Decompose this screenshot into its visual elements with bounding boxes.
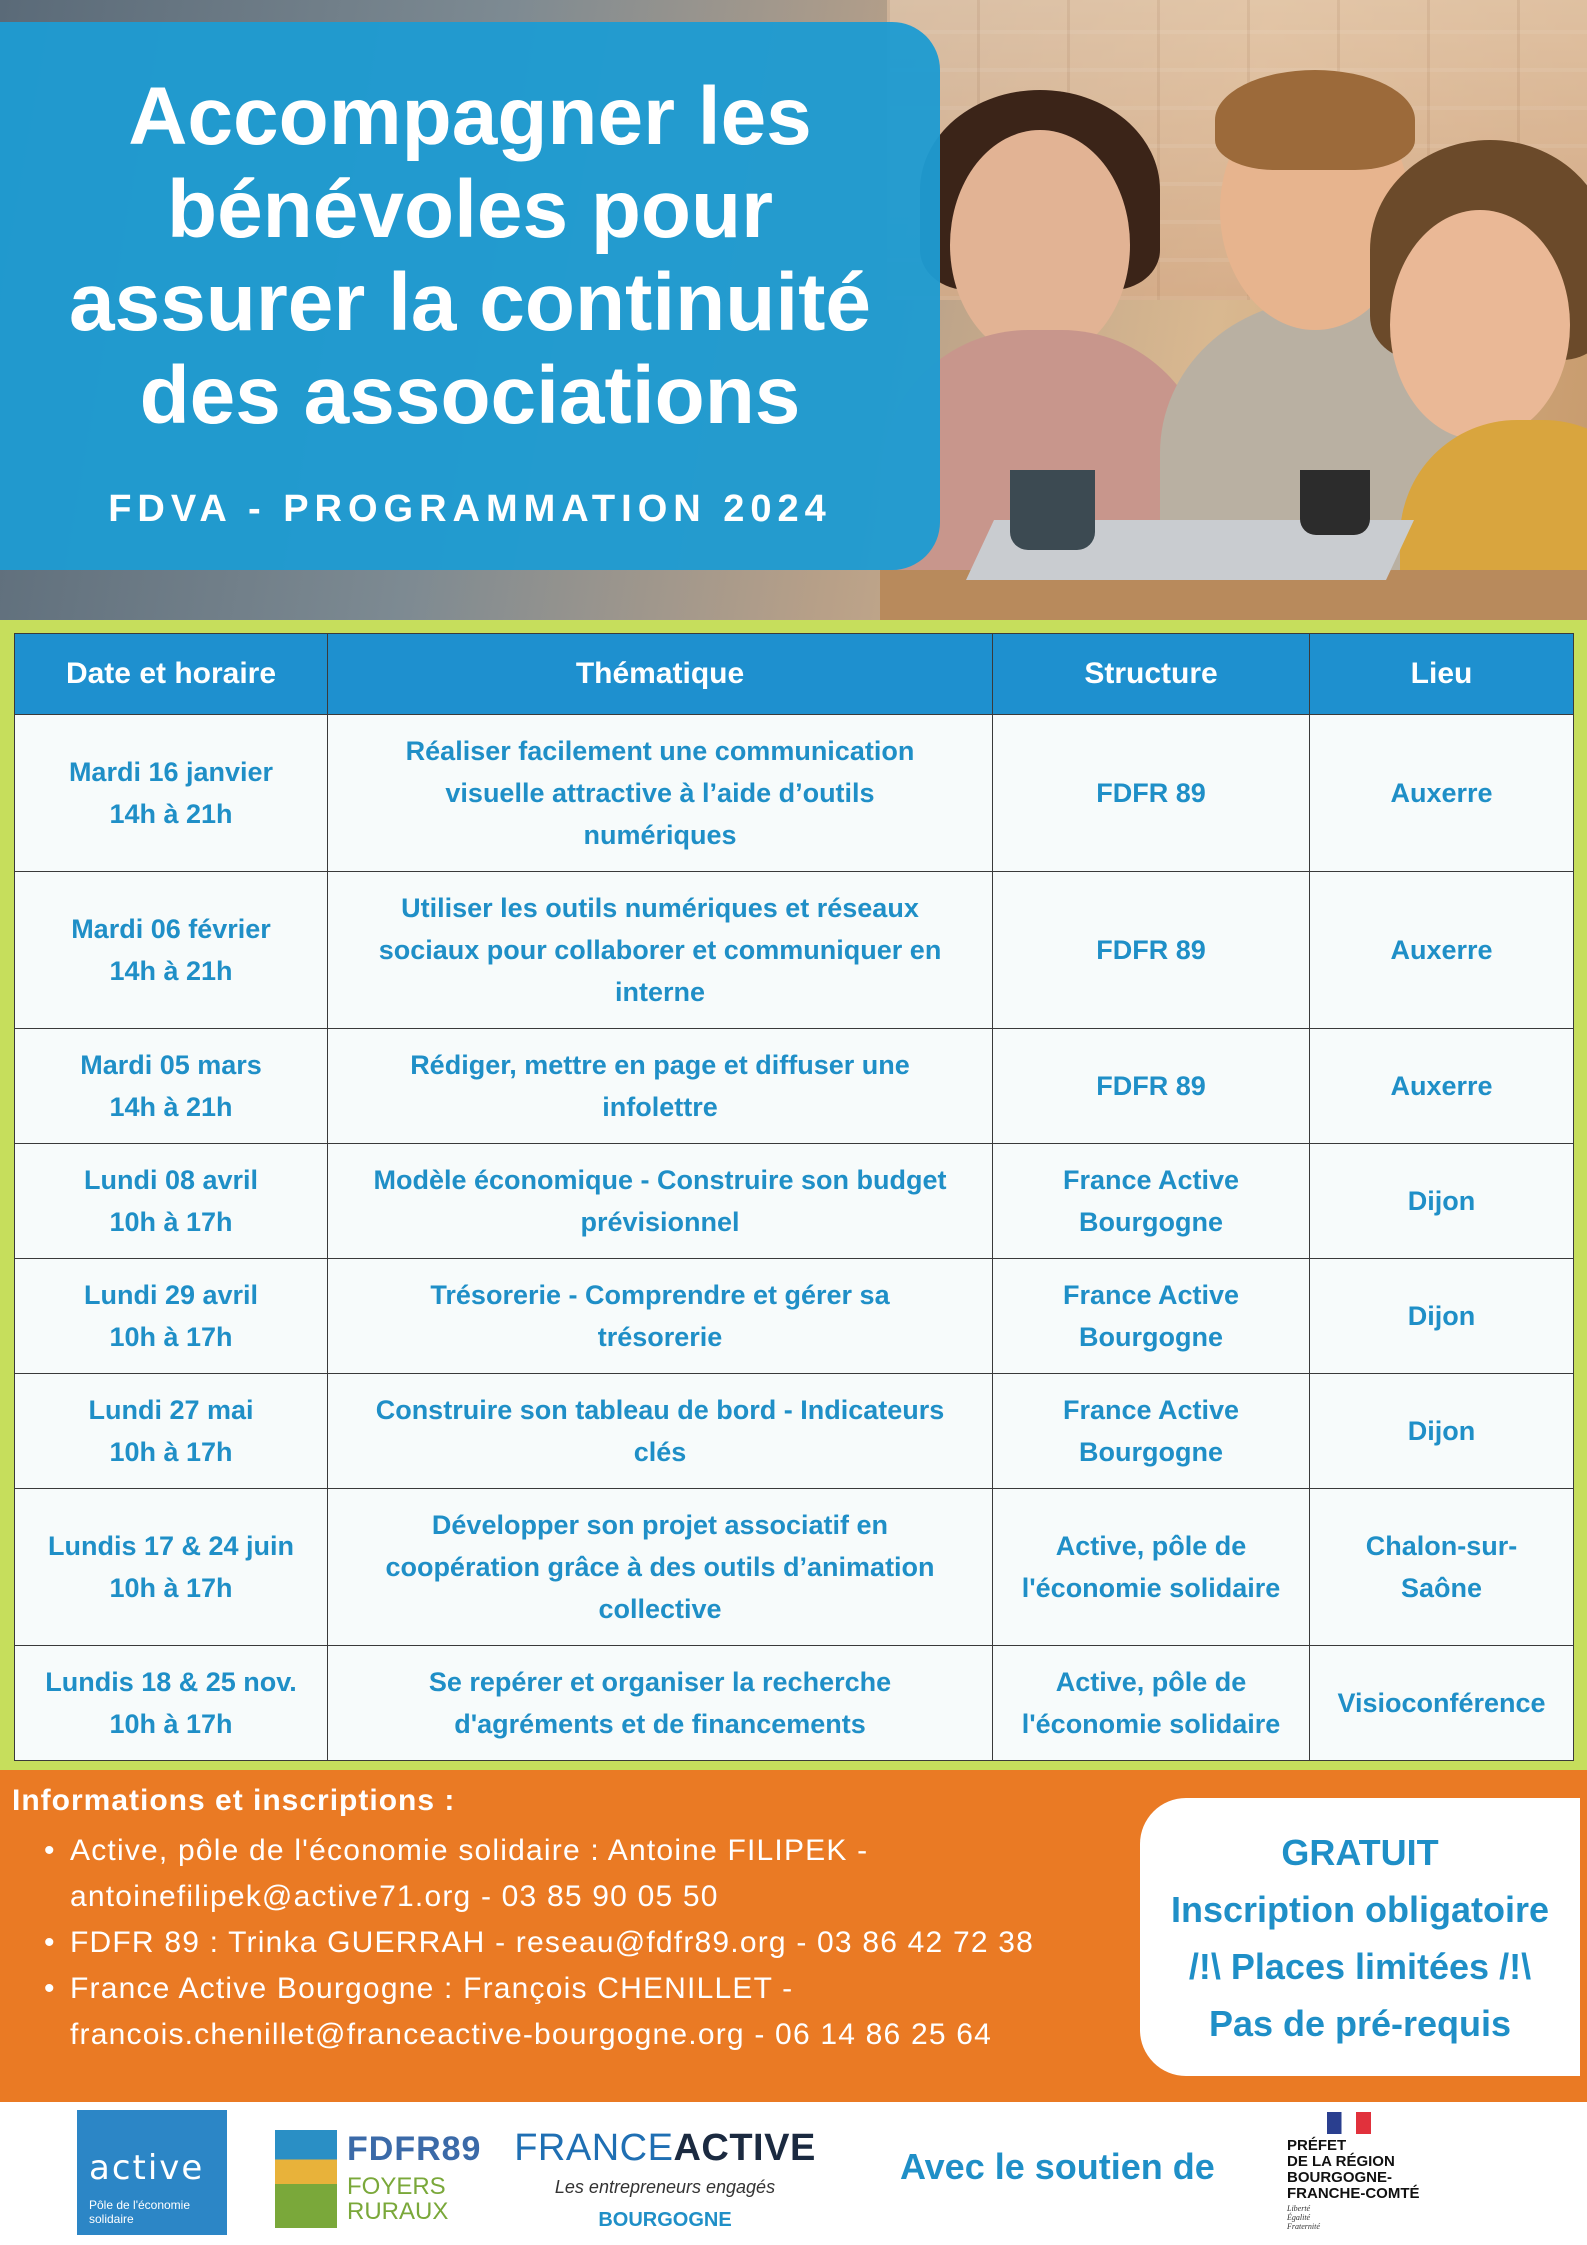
date-cell: Mardi 06 février 14h à 21h: [15, 872, 328, 1029]
theme-cell: Développer son projet associatif en coopération grâce à des outils d’animation collective: [328, 1489, 993, 1646]
column-header-theme: Thématique: [328, 634, 993, 715]
date-cell: Lundi 08 avril 10h à 17h: [15, 1144, 328, 1259]
table-row: [15, 1259, 1574, 1374]
theme-cell: Réaliser facilement une communication visuelle attractive à l’aide d’outils numériques: [328, 715, 993, 872]
place-cell: Dijon: [1310, 1374, 1574, 1489]
fdfr-logo: FDFR89 FOYERS RURAUX: [275, 2130, 465, 2230]
theme-cell: Se repérer et organiser la recherche d'agréments et de financements: [328, 1646, 993, 1761]
person-face: [1390, 210, 1570, 440]
active-logo: active Pôle de l'économie solidaire: [77, 2110, 227, 2235]
date-cell: Lundis 17 & 24 juin 10h à 17h: [15, 1489, 328, 1646]
date-cell: Lundi 27 mai 10h à 17h: [15, 1374, 328, 1489]
info-title: Informations et inscriptions :: [12, 1784, 456, 1817]
fdfr-house-icon: [275, 2130, 337, 2228]
table-row: [15, 1144, 1574, 1259]
structure-cell: Active, pôle de l'économie solidaire: [993, 1489, 1310, 1646]
marianne-flag-icon: [1327, 2112, 1371, 2134]
structure-cell: FDFR 89: [993, 715, 1310, 872]
mug-icon: [1010, 470, 1095, 550]
table-row: [15, 1029, 1574, 1144]
date-cell: Lundi 29 avril 10h à 17h: [15, 1259, 328, 1374]
prefet-logo: PRÉFET DE LA RÉGION BOURGOGNE- FRANCHE-COMTÉ Liberté Égalité Fraternité: [1287, 2112, 1487, 2237]
table-row: [15, 1374, 1574, 1489]
place-cell: Dijon: [1310, 1144, 1574, 1259]
table-header-row: [15, 634, 1574, 715]
theme-cell: Trésorerie - Comprendre et gérer sa trésorerie: [328, 1259, 993, 1374]
theme-cell: Construire son tableau de bord - Indicateurs clés: [328, 1374, 993, 1489]
person-face: [950, 130, 1130, 360]
list-item: • Active, pôle de l'économie solidaire : Antoine FILIPEK - antoinefilipek@active71.org - 03 85 90 05 50: [40, 1828, 1140, 1920]
list-item: • France Active Bourgogne : François CHENILLET - francois.chenillet@franceactive-bourgogne.org - 06 14 86 25 64: [40, 1966, 1140, 2058]
table-row: [15, 715, 1574, 872]
structure-cell: France Active Bourgogne: [993, 1259, 1310, 1374]
structure-cell: France Active Bourgogne: [993, 1144, 1310, 1259]
contact-list: [40, 1828, 1140, 2058]
theme-cell: Utiliser les outils numériques et réseaux sociaux pour collaborer et communiquer en interne: [328, 872, 993, 1029]
column-header-place: Lieu: [1310, 634, 1574, 715]
column-header-date: Date et horaire: [15, 634, 328, 715]
structure-cell: France Active Bourgogne: [993, 1374, 1310, 1489]
mug-icon: [1300, 470, 1370, 535]
place-cell: Dijon: [1310, 1259, 1574, 1374]
page-title: Accompagner les bénévoles pour assurer la continuité des associations: [68, 71, 872, 441]
date-cell: Lundis 18 & 25 nov. 10h à 17h: [15, 1646, 328, 1761]
date-cell: Mardi 16 janvier 14h à 21h: [15, 715, 328, 872]
page-subtitle: FDVA - PROGRAMMATION 2024: [108, 488, 832, 530]
column-header-structure: Structure: [993, 634, 1310, 715]
structure-cell: FDFR 89: [993, 872, 1310, 1029]
place-cell: Visioconférence: [1310, 1646, 1574, 1761]
place-cell: Auxerre: [1310, 872, 1574, 1029]
support-label: Avec le soutien de: [900, 2146, 1215, 2187]
structure-cell: FDFR 89: [993, 1029, 1310, 1144]
theme-cell: Rédiger, mettre en page et diffuser une infolettre: [328, 1029, 993, 1144]
table-row: [15, 1489, 1574, 1646]
table-row: [15, 872, 1574, 1029]
place-cell: Auxerre: [1310, 1029, 1574, 1144]
free-registration-badge: GRATUIT Inscription obligatoire /!\ Places limitées /!\ Pas de pré-requis: [1140, 1798, 1580, 2076]
date-cell: Mardi 05 mars 14h à 21h: [15, 1029, 328, 1144]
schedule-table: [14, 633, 1574, 1761]
structure-cell: Active, pôle de l'économie solidaire: [993, 1646, 1310, 1761]
place-cell: Auxerre: [1310, 715, 1574, 872]
theme-cell: Modèle économique - Construire son budget prévisionnel: [328, 1144, 993, 1259]
france-active-logo: FRANCEACTIVE Les entrepreneurs engagés BOURGOGNE: [514, 2127, 816, 2231]
table-row: [15, 1646, 1574, 1761]
person-hair: [1215, 70, 1415, 170]
list-item: • FDFR 89 : Trinka GUERRAH - reseau@fdfr89.org - 03 86 42 72 38: [40, 1920, 1140, 1966]
place-cell: Chalon-sur- Saône: [1310, 1489, 1574, 1646]
